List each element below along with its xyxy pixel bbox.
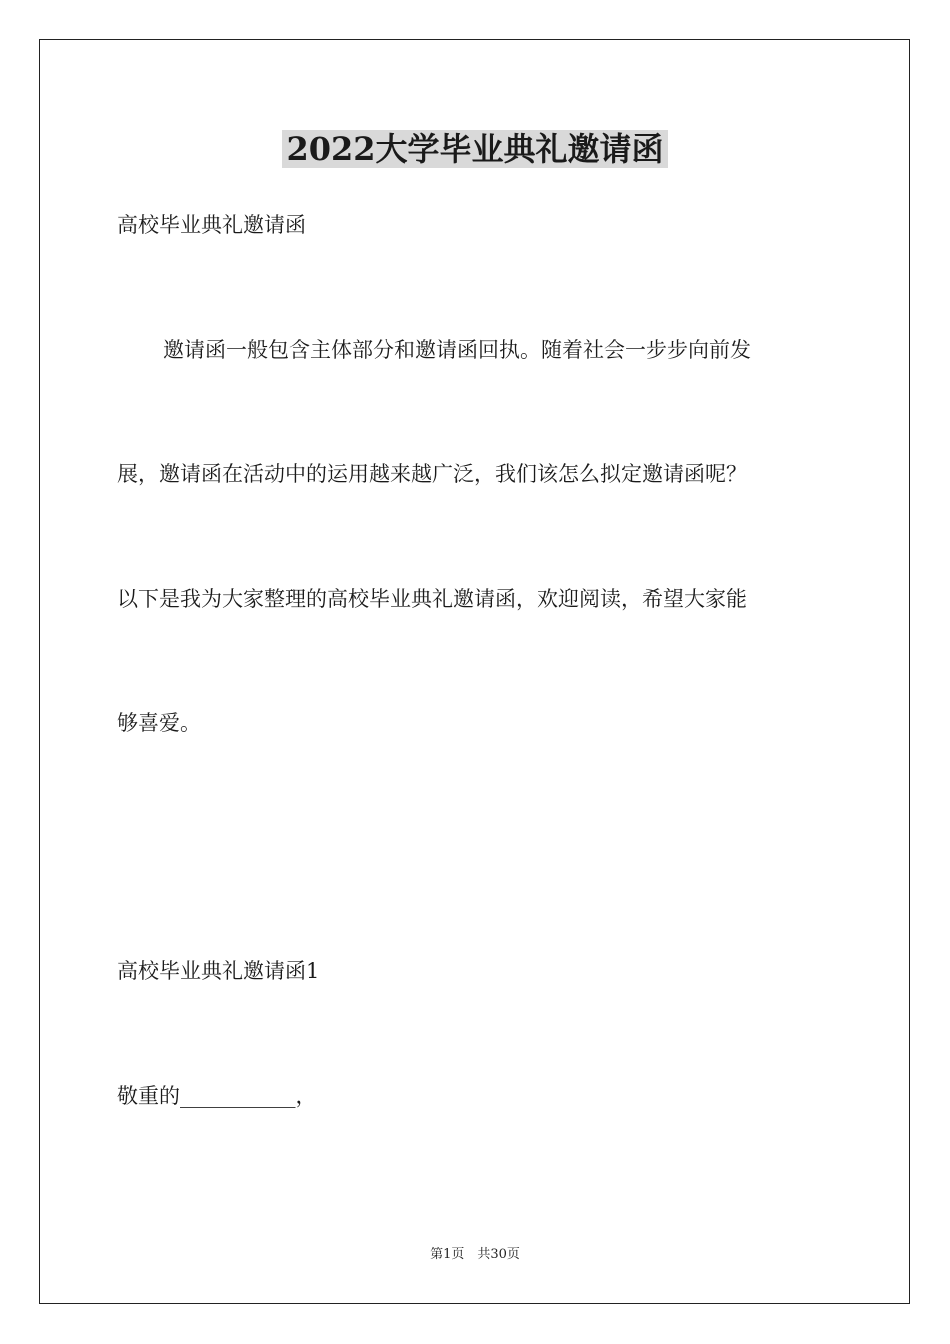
document-title-text: 2022大学毕业典礼邀请函 [282,130,667,168]
intro-line-1: 邀请函一般包含主体部分和邀请函回执。随着社会一步步向前发 [163,338,751,362]
intro-line-3: 以下是我为大家整理的高校毕业典礼邀请函，欢迎阅读，希望大家能 [117,587,747,611]
section-heading: 高校毕业典礼邀请函1 [117,959,320,983]
intro-line-2: 展，邀请函在活动中的运用越来越广泛，我们该怎么拟定邀请函呢？ [117,462,747,486]
intro-line-4: 够喜爱。 [117,711,201,735]
page-number-footer: 第1页 共30页 [430,1247,520,1262]
salutation: 敬重的___________， [117,1084,317,1108]
document-subtitle: 高校毕业典礼邀请函 [117,213,306,237]
document-title [0,126,950,172]
